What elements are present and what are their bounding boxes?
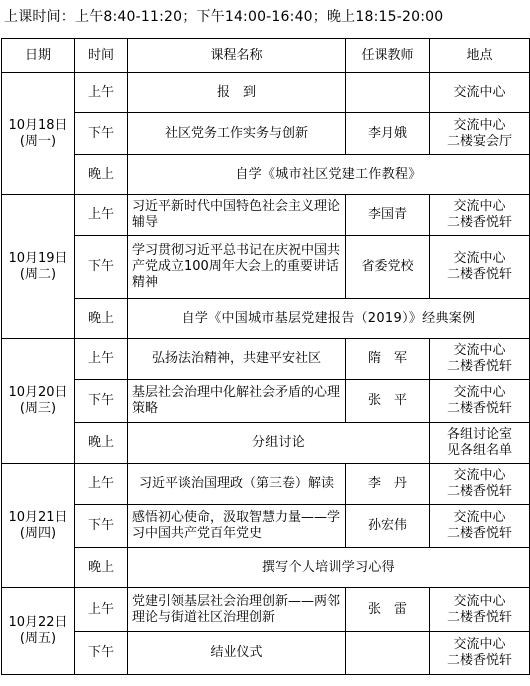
class-time-header: 上课时间：上午8:40-11:20；下午14:00-16:40；晚上18:15-20:00 <box>4 9 444 25</box>
course-cell: 基层社会治理中化解社会矛盾的心理策略 <box>128 380 346 423</box>
time-cell: 晚上 <box>75 423 128 464</box>
table-row <box>2 548 530 588</box>
location-line: 二楼香悦轩 <box>446 215 512 230</box>
location-line: 交流中心 <box>453 510 506 525</box>
location-line: 交流中心 <box>453 117 506 133</box>
self-study-cell: 自学《中国城市基层党建报告（2019）》经典案例 <box>128 299 530 339</box>
location-line: 交流中心 <box>453 637 506 652</box>
course-cell: 习近平新时代中国特色社会主义理论辅导 <box>128 195 346 236</box>
table-row <box>2 423 530 464</box>
column-header-teacher: 任课教师 <box>346 39 430 73</box>
location-line: 二楼香悦轩 <box>446 609 512 625</box>
table-row <box>2 73 530 113</box>
location-cell <box>430 505 530 548</box>
time-cell: 晚上 <box>75 548 128 588</box>
location-line: 各组讨论室 <box>446 427 512 442</box>
column-header-location: 地点 <box>430 39 530 73</box>
teacher-cell: 隋 军 <box>346 339 430 380</box>
location-cell <box>430 632 530 675</box>
time-cell: 下午 <box>75 632 128 675</box>
time-cell: 下午 <box>75 113 128 155</box>
location-line: 二楼香悦轩 <box>446 359 512 374</box>
location-line: 交流中心 <box>453 251 506 266</box>
date-cell <box>2 73 75 195</box>
course-cell: 感悟初心使命，汲取智慧力量——学习中国共产党百年党史 <box>128 505 346 548</box>
teacher-cell: 张 雷 <box>346 588 430 632</box>
location-cell <box>430 236 530 299</box>
location-line: 交流中心 <box>453 385 506 400</box>
table-row <box>2 195 530 236</box>
course-cell: 党建引领基层社会治理创新——两邻理论与街道社区治理创新 <box>128 588 346 632</box>
weekday-label: (周五) <box>19 631 57 646</box>
course-cell: 报 到 <box>128 73 346 113</box>
column-header-date: 日期 <box>2 39 75 73</box>
location-line: 交流中心 <box>453 593 506 609</box>
time-cell: 晚上 <box>75 299 128 339</box>
date-label: 10月21日 <box>8 509 68 525</box>
location-cell <box>430 588 530 632</box>
table-row <box>2 380 530 423</box>
weekday-label: (周一) <box>19 133 57 149</box>
teacher-cell: 李 丹 <box>346 464 430 505</box>
weekday-label: (周二) <box>19 266 57 282</box>
time-cell: 上午 <box>75 588 128 632</box>
location-line: 二楼香悦轩 <box>446 484 512 499</box>
weekday-label: (周三) <box>19 401 57 416</box>
teacher-cell: 李月娥 <box>346 113 430 155</box>
location-line: 二楼香悦轩 <box>446 653 512 668</box>
self-study-cell: 撰写个人培训学习心得 <box>128 548 530 588</box>
course-cell: 习近平谈治国理政（第三卷）解读 <box>128 464 346 505</box>
location-line: 交流中心 <box>453 468 506 483</box>
location-cell <box>430 339 530 380</box>
time-cell: 下午 <box>75 505 128 548</box>
date-cell <box>2 195 75 339</box>
teacher-cell: 李国青 <box>346 195 430 236</box>
self-study-cell: 自学《城市社区党建工作教程》 <box>128 155 530 195</box>
location-cell <box>430 73 530 113</box>
course-schedule-table <box>1 38 530 675</box>
time-cell: 下午 <box>75 380 128 423</box>
course-cell: 社区党务工作实务与创新 <box>128 113 346 155</box>
time-cell: 上午 <box>75 73 128 113</box>
teacher-cell: 张 平 <box>346 380 430 423</box>
time-cell: 上午 <box>75 339 128 380</box>
location-line: 二楼香悦轩 <box>446 267 512 282</box>
date-cell <box>2 464 75 588</box>
location-line: 交流中心 <box>453 343 506 358</box>
table-row <box>2 632 530 675</box>
course-cell: 结业仪式 <box>128 632 346 675</box>
location-line: 交流中心 <box>453 199 506 214</box>
course-cell: 弘扬法治精神，共建平安社区 <box>128 339 346 380</box>
teacher-cell <box>346 632 430 675</box>
location-line: 二楼香悦轩 <box>446 526 512 541</box>
course-cell: 学习贯彻习近平总书记在庆祝中国共产党成立100周年大会上的重要讲话精神 <box>128 236 346 299</box>
date-label: 10月22日 <box>8 615 68 630</box>
table-row <box>2 464 530 505</box>
time-cell: 上午 <box>75 195 128 236</box>
table-row <box>2 299 530 339</box>
weekday-label: (周四) <box>19 525 57 541</box>
location-cell <box>430 464 530 505</box>
table-row <box>2 588 530 632</box>
location-cell <box>430 423 530 464</box>
time-cell: 晚上 <box>75 155 128 195</box>
date-cell <box>2 588 75 675</box>
location-line: 二楼香悦轩 <box>446 401 512 416</box>
table-row <box>2 113 530 155</box>
date-cell <box>2 339 75 464</box>
table-row <box>2 155 530 195</box>
teacher-cell: 孙宏伟 <box>346 505 430 548</box>
table-row <box>2 505 530 548</box>
time-cell: 下午 <box>75 236 128 299</box>
location-line: 交流中心 <box>453 84 506 100</box>
location-line: 见各组名单 <box>446 443 512 458</box>
date-label: 10月19日 <box>8 250 68 266</box>
teacher-cell <box>346 73 430 113</box>
location-line: 二楼宴会厅 <box>446 133 512 149</box>
column-header-course: 课程名称 <box>128 39 346 73</box>
location-cell <box>430 380 530 423</box>
location-cell <box>430 113 530 155</box>
column-header-time: 时间 <box>75 39 128 73</box>
teacher-cell: 省委党校 <box>346 236 430 299</box>
date-label: 10月20日 <box>8 385 68 400</box>
time-cell: 上午 <box>75 464 128 505</box>
location-cell <box>430 195 530 236</box>
table-row <box>2 339 530 380</box>
table-row <box>2 236 530 299</box>
table-header-row <box>2 39 530 73</box>
group-discussion-cell: 分组讨论 <box>128 423 430 464</box>
date-label: 10月18日 <box>8 117 68 133</box>
